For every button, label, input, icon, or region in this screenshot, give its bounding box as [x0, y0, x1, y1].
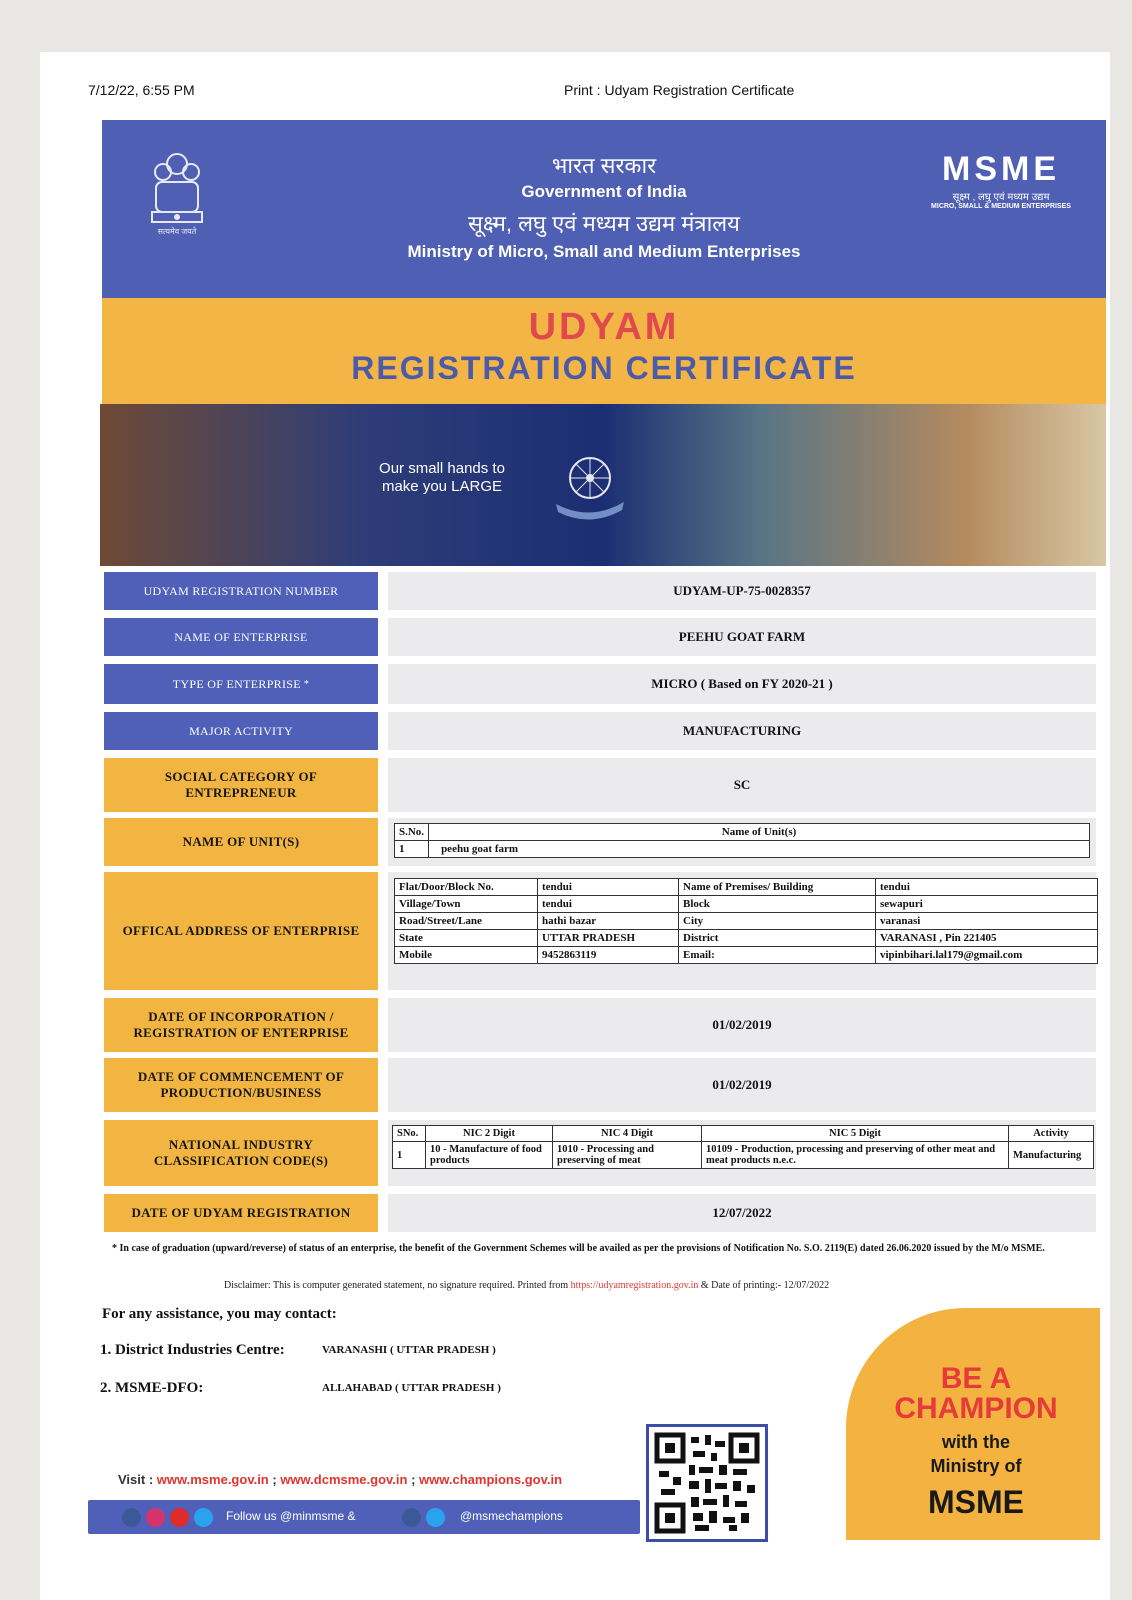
champion-line1: BE A: [940, 1362, 1012, 1395]
social-follow-bar: [88, 1500, 640, 1534]
champion-line3: with the: [942, 1432, 1010, 1452]
msme-logo-english: MICRO, SMALL & MEDIUM ENTERPRISES: [931, 203, 1071, 210]
label-nic-2: CLASSIFICATION CODE(S): [153, 1153, 329, 1168]
title-registration-certificate: REGISTRATION CERTIFICATE: [351, 350, 857, 386]
nic-box: [388, 1120, 1096, 1186]
label-commencement-2: PRODUCTION/BUSINESS: [160, 1085, 322, 1100]
address-table: [394, 878, 1098, 964]
units-header-sno: S.No.: [395, 824, 429, 841]
follow-handle-msmechampions: @msmechampions: [460, 1509, 563, 1523]
label-social-category-1: SOCIAL CATEGORY OF: [164, 769, 318, 784]
contact-dic-label: 1. District Industries Centre:: [100, 1342, 285, 1358]
label-incorporation-date: [104, 998, 378, 1052]
units-box: [388, 818, 1096, 866]
label-address: OFFICAL ADDRESS OF ENTERPRISE: [104, 872, 378, 990]
youtube-icon[interactable]: [170, 1508, 189, 1527]
row-incorporation-date: [104, 998, 1096, 1052]
label-enterprise-name: NAME OF ENTERPRISE: [104, 618, 378, 656]
link-separator: ;: [407, 1472, 420, 1487]
disclaimer-suffix: & Date of printing:- 12/07/2022: [698, 1280, 830, 1291]
table-row: [395, 913, 1098, 930]
row-commencement-date: [104, 1058, 1096, 1112]
label-nic-1: NATIONAL INDUSTRY: [168, 1137, 314, 1152]
address-value: varanasi: [876, 913, 1098, 930]
units-cell-sno: 1: [395, 841, 429, 858]
hero-tagline-line2: make you LARGE: [381, 478, 503, 495]
value-social-category: SC: [388, 758, 1096, 812]
facebook-icon[interactable]: [402, 1508, 421, 1527]
value-udyam-date: 12/07/2022: [388, 1194, 1096, 1232]
follow-handle-minmsme: Follow us @minmsme &: [226, 1509, 356, 1523]
row-nic-codes: [104, 1120, 1096, 1186]
address-value: vipinbihari.lal179@gmail.com: [876, 947, 1098, 964]
facebook-icon[interactable]: [122, 1508, 141, 1527]
value-enterprise-type: MICRO ( Based on FY 2020-21 ): [388, 664, 1096, 704]
nic-cell-sno: 1: [393, 1142, 426, 1169]
twitter-icon[interactable]: [194, 1508, 213, 1527]
champion-subline: [866, 1430, 1086, 1478]
nic-header-4digit: NIC 4 Digit: [553, 1126, 702, 1142]
address-value: hathi bazar: [538, 913, 679, 930]
graduation-footnote: * In case of graduation (upward/reverse) of status of an enterprise, the benefit of the Government Schemes will be availed as per the provisions of Notification No. S.O. 2119(E) dated 26.06.2020 issued by the M/o MSME.: [112, 1243, 1045, 1254]
nic-cell-4digit: 1010 - Processing and preserving of meat: [553, 1142, 702, 1169]
contact-dfo: [100, 1380, 501, 1397]
address-key: Road/Street/Lane: [395, 913, 538, 930]
label-units: NAME OF UNIT(S): [104, 818, 378, 866]
address-value: tendui: [538, 879, 679, 896]
address-key: Village/Town: [395, 896, 538, 913]
title-udyam: UDYAM: [528, 306, 680, 348]
label-udyam-date: DATE OF UDYAM REGISTRATION: [104, 1194, 378, 1232]
row-enterprise-name: [104, 618, 1096, 656]
hero-banner-image: [100, 404, 1106, 566]
table-row: [395, 841, 1090, 858]
hero-tagline-line1: Our small hands to: [379, 460, 505, 477]
address-value: tendui: [876, 879, 1098, 896]
label-major-activity: MAJOR ACTIVITY: [104, 712, 378, 750]
units-table-header: [395, 824, 1090, 841]
table-row: [395, 947, 1098, 964]
assistance-heading: For any assistance, you may contact:: [102, 1306, 337, 1322]
label-registration-number: UDYAM REGISTRATION NUMBER: [104, 572, 378, 610]
title-band: [102, 298, 1106, 404]
twitter-icon[interactable]: [426, 1508, 445, 1527]
chakra-hand-icon: [552, 452, 628, 522]
be-a-champion-badge: [846, 1308, 1100, 1540]
contact-dic-value: VARANASHI ( UTTAR PRADESH ): [322, 1344, 496, 1356]
contact-dic: [100, 1342, 496, 1359]
address-key: State: [395, 930, 538, 947]
label-enterprise-type-text: TYPE OF ENTERPRISE: [172, 676, 301, 691]
row-major-activity: [104, 712, 1096, 750]
row-enterprise-type: [104, 664, 1096, 704]
asterisk-marker: *: [303, 678, 310, 690]
address-key: Name of Premises/ Building: [679, 879, 876, 896]
link-dcmsme[interactable]: www.dcmsme.gov.in: [280, 1472, 408, 1487]
visit-prefix: Visit :: [118, 1472, 157, 1487]
government-banner: [102, 120, 1106, 298]
row-units: [104, 818, 1096, 866]
table-row: [395, 896, 1098, 913]
link-separator: ;: [268, 1472, 281, 1487]
nic-header-2digit: NIC 2 Digit: [426, 1126, 553, 1142]
address-key: Mobile: [395, 947, 538, 964]
msme-logo: [926, 150, 1076, 210]
address-box: [388, 872, 1096, 990]
qr-code: [646, 1424, 768, 1542]
champion-line4: Ministry of: [930, 1456, 1022, 1476]
label-incorporation-1: DATE OF INCORPORATION /: [148, 1009, 334, 1024]
label-commencement-1: DATE OF COMMENCEMENT OF: [137, 1069, 345, 1084]
nic-header-sno: SNo.: [393, 1126, 426, 1142]
contact-dfo-value: ALLAHABAD ( UTTAR PRADESH ): [322, 1382, 501, 1394]
units-table: [394, 823, 1090, 858]
label-commencement-date: [104, 1058, 378, 1112]
label-enterprise-type: [104, 664, 378, 704]
table-row: [395, 879, 1098, 896]
link-champions[interactable]: www.champions.gov.in: [419, 1472, 563, 1487]
nic-header-5digit: NIC 5 Digit: [702, 1126, 1009, 1142]
address-key: City: [679, 913, 876, 930]
address-value: UTTAR PRADESH: [538, 930, 679, 947]
emblem-caption: सत्यमेव जयते: [157, 227, 197, 236]
value-major-activity: MANUFACTURING: [388, 712, 1096, 750]
msme-logo-text: MSME: [942, 150, 1060, 188]
nic-table: [392, 1125, 1094, 1169]
nic-cell-activity: Manufacturing: [1009, 1142, 1094, 1169]
address-value: sewapuri: [876, 896, 1098, 913]
instagram-icon[interactable]: [146, 1508, 165, 1527]
table-row: [393, 1142, 1094, 1169]
banner-line-hindi-1: भारत सरकार: [551, 153, 657, 178]
row-registration-number: [104, 572, 1096, 610]
champion-headline: [866, 1364, 1086, 1424]
address-key: Flat/Door/Block No.: [395, 879, 538, 896]
units-cell-name: peehu goat farm: [429, 841, 1090, 858]
nic-header-activity: Activity: [1009, 1126, 1094, 1142]
banner-line-government: Government of India: [521, 182, 687, 201]
label-social-category-2: ENTREPRENEUR: [185, 785, 297, 800]
nic-cell-5digit: 10109 - Production, processing and preserving of other meat and meat products n.e.c.: [702, 1142, 1009, 1169]
address-value: tendui: [538, 896, 679, 913]
visit-links: [118, 1472, 562, 1487]
contact-dfo-label: 2. MSME-DFO:: [100, 1380, 204, 1396]
row-udyam-date: [104, 1194, 1096, 1232]
address-key: Email:: [679, 947, 876, 964]
value-incorporation-date: 01/02/2019: [388, 998, 1096, 1052]
link-msme[interactable]: www.msme.gov.in: [156, 1472, 269, 1487]
label-social-category: [104, 758, 378, 812]
row-address: [104, 872, 1096, 990]
nic-cell-2digit: 10 - Manufacture of food products: [426, 1142, 553, 1169]
hero-tagline: [362, 460, 522, 496]
label-nic-codes: [104, 1120, 378, 1186]
disclaimer-prefix: Disclaimer: This is computer generated statement, no signature required. Printed from: [224, 1280, 571, 1291]
address-key: Block: [679, 896, 876, 913]
label-incorporation-2: REGISTRATION OF ENTERPRISE: [133, 1025, 349, 1040]
champion-line5: MSME: [928, 1484, 1024, 1520]
address-key: District: [679, 930, 876, 947]
value-commencement-date: 01/02/2019: [388, 1058, 1096, 1112]
banner-line-hindi-2: सूक्ष्म, लघु एवं मध्यम उद्यम मंत्रालय: [468, 211, 740, 236]
champion-line2: CHAMPION: [894, 1392, 1058, 1425]
print-title: Print : Udyam Registration Certificate: [564, 82, 795, 98]
disclaimer-link[interactable]: https://udyamregistration.gov.in: [570, 1280, 699, 1291]
address-value: 9452863119: [538, 947, 679, 964]
row-social-category: [104, 758, 1096, 812]
address-value: VARANASI , Pin 221405: [876, 930, 1098, 947]
nic-table-header: [393, 1126, 1094, 1142]
units-header-name: Name of Unit(s): [429, 824, 1090, 841]
table-row: [395, 930, 1098, 947]
disclaimer: [224, 1280, 1044, 1291]
value-registration-number: UDYAM-UP-75-0028357: [388, 572, 1096, 610]
value-enterprise-name: PEEHU GOAT FARM: [388, 618, 1096, 656]
print-datetime: 7/12/22, 6:55 PM: [88, 82, 195, 98]
banner-line-ministry: Ministry of Micro, Small and Medium Enterprises: [407, 242, 801, 261]
msme-logo-hindi: सूक्ष्म , लघु एवं मध्यम उद्यम: [952, 192, 1050, 203]
